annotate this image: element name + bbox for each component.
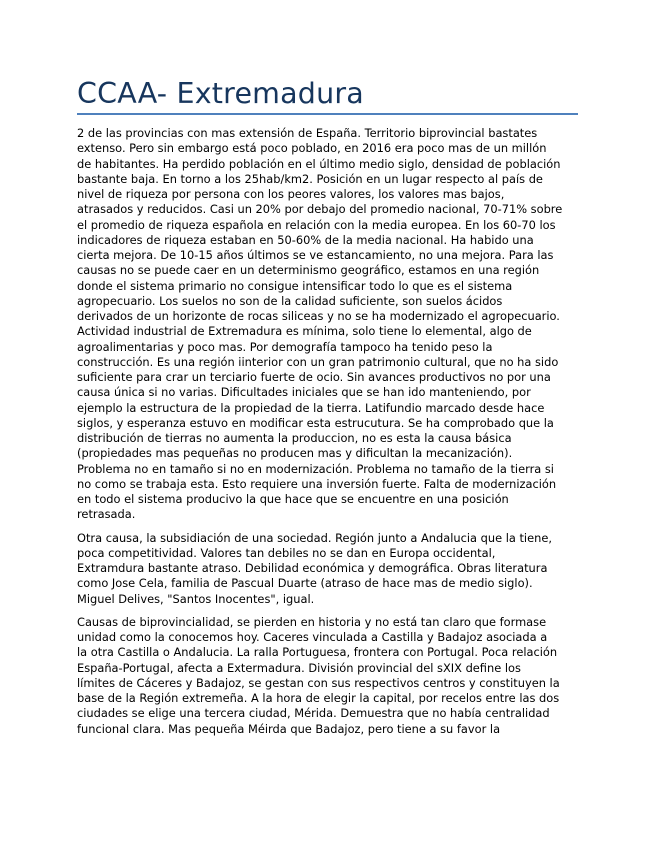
document-body <box>77 126 577 745</box>
text-line: extenso. Pero sin embargo está poco poblado, en 2016 era poco mas de un millón <box>77 141 547 156</box>
text-line: Problema no en tamaño si no en modernización. Problema no tamaño de la tierra si <box>77 461 554 476</box>
text-line: no como se trabaja esta. Esto requiere una inversión fuerte. Falta de modernización <box>77 476 557 491</box>
text-line: construcción. Es una región iinterior con un gran patrimonio cultural, que no ha sido <box>77 354 559 369</box>
text-line: límites de Cáceres y Badajoz, se gestan con sus respectivos centros y constituyen la <box>77 675 560 690</box>
text-line: causas no se puede caer en un determinismo geográfico, estamos en una región <box>77 263 540 278</box>
text-line: como Jose Cela, familia de Pascual Duarte (atraso de hace mas de medio siglo). <box>77 576 533 591</box>
text-line: Causas de biprovincialidad, se pierden en historia y no está tan claro que formase <box>77 614 547 629</box>
text-line: (propiedades mas pequeñas no producen mas y dificultan la mecanización). <box>77 446 513 461</box>
text-line: Miguel Delives, "Santos Inocentes", igual. <box>77 591 315 606</box>
title-underline <box>77 113 578 115</box>
text-line: poca competitividad. Valores tan debiles no se dan en Europa occidental, <box>77 545 496 560</box>
text-line: el promedio de riqueza española en relación con la media europea. En los 60-70 los <box>77 217 556 232</box>
text-line: Otra causa, la subsidiación de una sociedad. Región junto a Andalucia que la tiene, <box>77 530 552 545</box>
text-line: siglos, y esperanza estuvo en modificar esta estrucutura. Se ha comprobado que la <box>77 415 554 430</box>
text-line: retrasada. <box>77 507 136 522</box>
text-line: 2 de las provincias con mas extensión de España. Territorio biprovincial bastates <box>77 126 538 140</box>
text-line: distribución de tierras no aumenta la produccion, no es esta la causa básica <box>77 431 512 445</box>
text-line: ejemplo la estructura de la propiedad de la tierra. Latifundio marcado desde hace <box>77 400 545 415</box>
text-line: donde el sistema primario no consigue intensificar todo lo que es el sistema <box>77 278 513 293</box>
text-line: nivel de riqueza por persona con los peores valores, los valores mas bajos, <box>77 187 505 201</box>
text-line: unidad como la conocemos hoy. Caceres vinculada a Castilla y Badajoz asociada a <box>77 630 548 644</box>
text-line: Extramdura bastante atraso. Debilidad económica y demográfica. Obras literatura <box>77 561 548 575</box>
text-line: ciudades se elige una tercera ciudad, Mérida. Demuestra que no había centralidad <box>77 706 550 721</box>
text-line: en todo el sistema producivo la que hace que se encuentre en una posición <box>77 492 509 506</box>
text-line: cierta mejora. De 10-15 años últimos se ve estancamiento, no una mejora. Para las <box>77 248 554 262</box>
text-line: funcional clara. Mas pequeña Méirda que Badajoz, pero tiene a su favor la <box>77 721 501 736</box>
text-line: agropecuario. Los suelos no son de la calidad suficiente, son suelos ácidos <box>77 293 503 308</box>
text-line: atrasados y reducidos. Casi un 20% por debajo del promedio nacional, 70-71% sobre <box>77 202 563 217</box>
text-line: España-Portugal, afecta a Extermadura. División provincial del sXIX define los <box>77 660 521 675</box>
paragraph <box>77 615 577 737</box>
text-line: la otra Castilla o Andalucia. La ralla Portuguesa, frontera con Portugal. Poca relación <box>77 645 558 660</box>
text-line: de habitantes. Ha perdido población en el último medio siglo, densidad de población <box>77 156 561 171</box>
text-line: suficiente para crar un terciario fuerte de ocio. Sin avances productivos no por una <box>77 370 551 384</box>
text-line: agroalimentarias y poco mas. Por demografía tampoco ha tenido peso la <box>77 339 493 354</box>
paragraph <box>77 126 577 523</box>
text-line: Actividad industrial de Extremadura es mínima, solo tiene lo elemental, algo de <box>77 324 532 339</box>
text-line: base de la Región extremeña. A la hora de elegir la capital, por recelos entre las dos <box>77 691 560 705</box>
text-line: indicadores de riqueza estaban en 50-60% de la media nacional. Ha habido una <box>77 232 534 247</box>
paragraph <box>77 531 577 607</box>
text-line: bastante baja. En torno a los 25hab/km2. Posición en un lugar respecto al país de <box>77 171 543 186</box>
text-line: causa única si no varias. Dificultades iniciales que se han ido manteniendo, por <box>77 385 531 400</box>
text-line: derivados de un horizonte de rocas siliceas y no se ha modernizado el agropecuario. <box>77 309 560 323</box>
page-title: CCAA- Extremadura <box>77 77 364 110</box>
